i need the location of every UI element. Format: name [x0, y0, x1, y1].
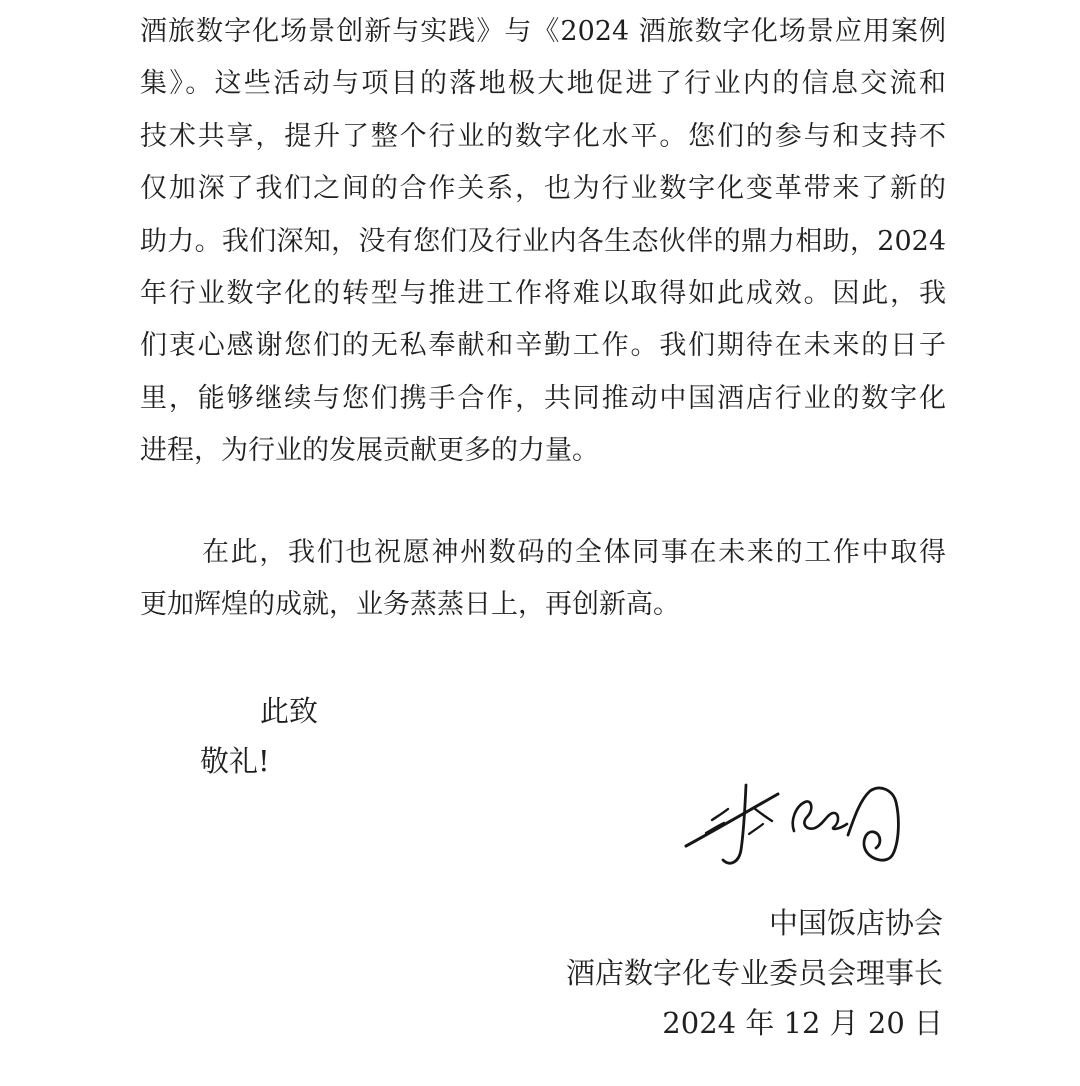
closing-salutation: [140, 686, 318, 786]
body-line: 进程，为行业的发展贡献更多的力量。: [140, 435, 599, 467]
body-line: 在此，我们也祝愿神州数码的全体同事在未来的工作中取得: [202, 536, 946, 568]
body-line: 集》。这些活动与项目的落地极大地促进了行业内的信息交流和: [140, 68, 946, 100]
body-line: 酒旅数字化场景创新与实践》与《2024 酒旅数字化场景应用案例: [140, 16, 946, 47]
body-line: 里，能够继续与您们携手合作，共同推动中国酒店行业的数字化: [140, 382, 946, 414]
body-line: 仅加深了我们之间的合作关系，也为行业数字化变革带来了新的: [140, 173, 946, 205]
body-line: 们衷心感谢您们的无私奉献和辛勤工作。我们期待在未来的日子: [140, 330, 946, 362]
signer-block: [566, 898, 943, 1048]
body-line: 技术共享，提升了整个行业的数字化水平。您们的参与和支持不: [140, 120, 946, 152]
letter-body: [140, 6, 946, 631]
signer-title: 酒店数字化专业委员会理事长: [565, 956, 943, 990]
signature-date: 2024 年 12 月 20 日: [662, 1006, 943, 1040]
paragraph-2: [140, 527, 946, 632]
body-line: 年行业数字化的转型与推进工作将难以取得如此成效。因此，我: [140, 277, 946, 309]
salute-jingli: 敬礼!: [200, 744, 270, 778]
paragraph-1: [140, 6, 946, 478]
signer-organization: 中国饭店协会: [768, 906, 943, 940]
body-line: 助力。我们深知，没有您们及行业内各生态伙伴的鼎力相助，2024: [140, 225, 946, 257]
body-line: 更加辉煌的成就，业务蒸蒸日上，再创新高。: [140, 588, 680, 620]
signature-handwriting-icon: [660, 782, 920, 882]
salute-cizhi: 此致: [260, 694, 319, 728]
